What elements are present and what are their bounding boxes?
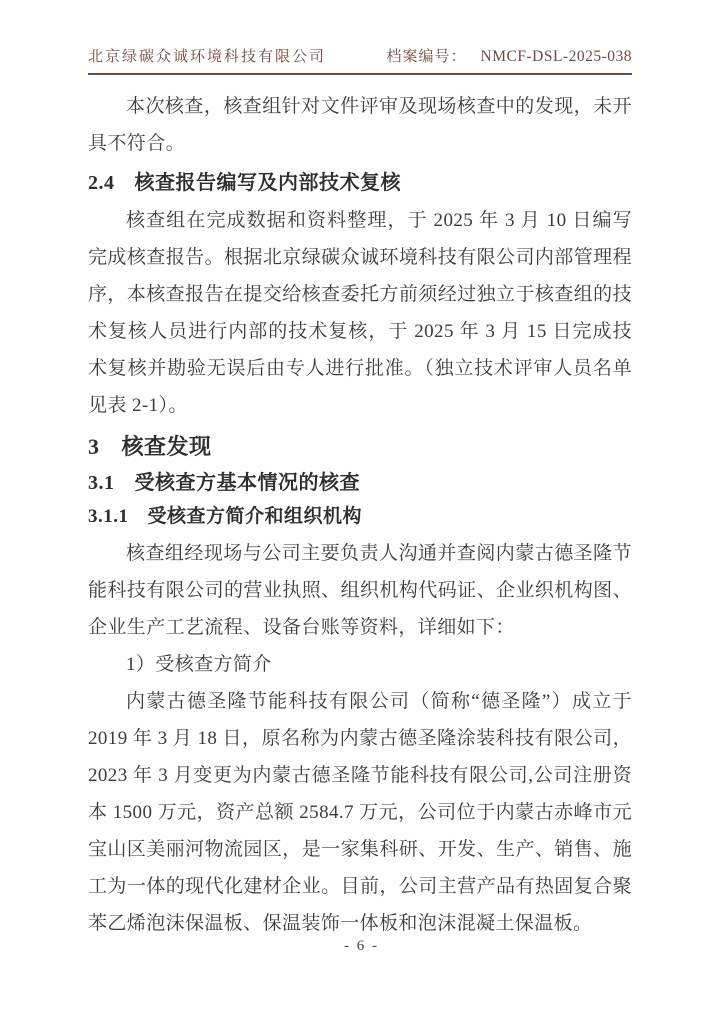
- section-title: 受核查方简介和组织机构: [147, 506, 363, 527]
- header-company-name: 北京绿碳众诚环境科技有限公司: [88, 49, 327, 65]
- paragraph-report-writing: 核查组在完成数据和资料整理，于 2025 年 3 月 10 日编写完成核查报告。根据北京绿碳众诚环境科技有限公司内部管理程序，本核查报告在提交给核查委托方前须经过独立于核查组的技术复核人员进行内部的技术复核，于 2025 年 3 月 15 日完成技术复核并勘验无误后由专人进行批准。（独立技术评审人员名单见表 2-1）。: [88, 210, 632, 416]
- header-rule: [88, 73, 632, 75]
- section-heading-3: [88, 432, 632, 462]
- section-number: 3: [88, 434, 100, 459]
- section-number: 2.4: [88, 172, 115, 194]
- page-header: [88, 45, 632, 75]
- section-title: 受核查方基本情况的核查: [134, 472, 360, 494]
- section-title: 核查发现: [121, 434, 212, 459]
- paragraph-company-profile: 内蒙古德圣隆节能科技有限公司（简称“德圣隆”）成立于 2019 年 3 月 18 日，原名称为内蒙古德圣隆涂装科技有限公司，2023 年 3 月变更为内蒙古德圣隆节能科技有限公司,公司注册资本 1500 万元，资产总额 2584.7 万元，公司位于内蒙古赤峰市元宝山区美丽河物流园区，是一家集科研、开发、生产、销售、施工为一体的现代化建材企业。目前，公司主营产品有热固复合聚苯乙烯泡沫保温板、保温装饰一体板和泡沫混凝土保温板。: [88, 691, 632, 934]
- page-footer: [0, 938, 723, 955]
- document-body: [88, 88, 632, 942]
- section-heading-3-1: [88, 469, 632, 497]
- header-row: [88, 45, 632, 73]
- paragraph-onsite-review: 核查组经现场与公司主要负责人沟通并查阅内蒙古德圣隆节能科技有限公司的营业执照、组织机构代码证、企业织机构图、企业生产工艺流程、设备台账等资料，详细如下：: [88, 543, 632, 638]
- header-archive-number: NMCF-DSL-2025-038: [480, 48, 632, 65]
- section-number: 3.1.1: [88, 506, 129, 527]
- paragraph-no-nonconformity: 本次核查，核查组针对文件评审及现场核查中的发现，未开具不符合。: [88, 96, 632, 154]
- section-heading-3-1-1: [88, 503, 632, 530]
- page-number: - 6 -: [344, 938, 379, 954]
- header-archive: [387, 45, 632, 66]
- header-archive-label: 档案编号：: [386, 49, 467, 65]
- section-title: 核查报告编写及内部技术复核: [134, 172, 401, 194]
- section-heading-2-4: [88, 169, 632, 197]
- list-item-company-intro: 1）受核查方简介: [126, 654, 272, 675]
- section-number: 3.1: [88, 472, 115, 494]
